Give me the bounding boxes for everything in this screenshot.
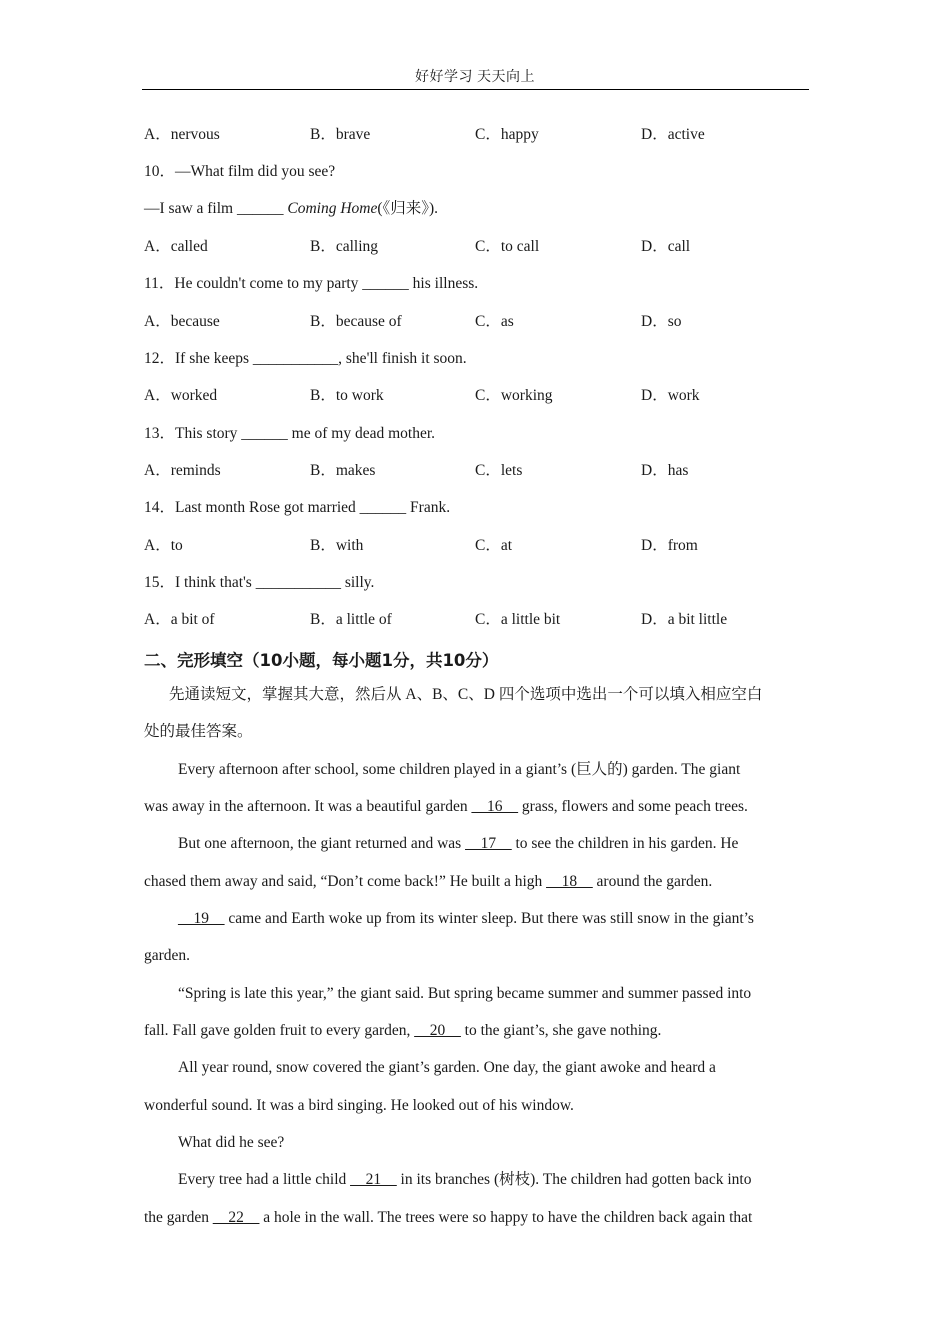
- passage-text: Every tree had a little child: [178, 1171, 351, 1188]
- passage-line-12: [178, 1170, 751, 1190]
- q11-option-b[interactable]: B．because of: [310, 313, 402, 330]
- q14-option-c[interactable]: C．at: [475, 537, 513, 554]
- q9-option-a[interactable]: A．nervous: [144, 126, 220, 143]
- passage-text: came and Earth woke up from its winter sleep. But there was still snow in the giant’s: [224, 910, 754, 927]
- passage-line-5: [178, 909, 754, 929]
- q10-answer-suffix: (《归来》).: [377, 200, 439, 217]
- blank-18[interactable]: __18__: [546, 873, 593, 890]
- q12-option-a[interactable]: A．worked: [144, 387, 218, 404]
- q9-option-d[interactable]: D．active: [641, 126, 705, 143]
- q15-option-c[interactable]: C．a little bit: [475, 611, 561, 628]
- q12-option-b[interactable]: B．to work: [310, 387, 384, 404]
- passage-line-3: [178, 834, 738, 854]
- passage-line-1: Every afternoon after school, some children played in a giant’s (巨人的) garden. The giant: [178, 761, 741, 778]
- q13-option-a[interactable]: A．reminds: [144, 462, 221, 479]
- q10-answer-prefix: —I saw a film ______: [144, 200, 288, 217]
- q10-option-d[interactable]: D．call: [641, 238, 691, 255]
- blank-21[interactable]: __21__: [350, 1171, 397, 1188]
- q12-option-d[interactable]: D．work: [641, 387, 700, 404]
- q11-option-d[interactable]: D．so: [641, 313, 682, 330]
- passage-line-13: [144, 1208, 752, 1228]
- q11-option-c[interactable]: C．as: [475, 313, 514, 330]
- q14-option-d[interactable]: D．from: [641, 537, 698, 554]
- section2-instruction-1: 先通读短文，掌握其大意，然后从 A、B、C、D 四个选项中选出一个可以填入相应空白: [169, 686, 763, 703]
- q13-option-c[interactable]: C．lets: [475, 462, 523, 479]
- q12-stem: 12．If she keeps ___________, she'll finish it soon.: [144, 350, 467, 367]
- blank-22[interactable]: __22__: [212, 1209, 260, 1226]
- passage-text: was away in the afternoon. It was a beautiful garden: [144, 798, 472, 815]
- q13-option-d[interactable]: D．has: [641, 462, 689, 479]
- q15-stem: 15．I think that's ___________ silly.: [144, 574, 375, 591]
- section2-instruction-2: 处的最佳答案。: [144, 723, 253, 740]
- q13-stem: 13．This story ______ me of my dead mother.: [144, 425, 436, 442]
- q15-option-b[interactable]: B．a little of: [310, 611, 392, 628]
- q9-option-b[interactable]: B．brave: [310, 126, 371, 143]
- passage-text: the garden: [144, 1209, 213, 1226]
- q12-option-c[interactable]: C．working: [475, 387, 553, 404]
- passage-line-6: garden.: [144, 947, 191, 964]
- passage-text: a hole in the wall. The trees were so happy to have the children back again that: [259, 1209, 753, 1226]
- q10-stem: 10．—What film did you see?: [144, 163, 336, 180]
- passage-text: grass, flowers and some peach trees.: [518, 798, 748, 815]
- header-divider: [142, 89, 809, 90]
- q10-answer-line: [144, 199, 438, 219]
- q10-option-c[interactable]: C．to call: [475, 238, 540, 255]
- passage-line-11: What did he see?: [178, 1134, 285, 1151]
- blank-20[interactable]: __20__: [414, 1022, 461, 1039]
- page-header: 好好学习 天天向上: [415, 70, 535, 85]
- passage-text: in its branches (树枝). The children had gotten back into: [396, 1171, 752, 1188]
- q15-option-d[interactable]: D．a bit little: [641, 611, 728, 628]
- passage-line-10: wonderful sound. It was a bird singing. He looked out of his window.: [144, 1097, 574, 1114]
- passage-text: chased them away and said, “Don’t come back!” He built a high: [144, 873, 547, 890]
- passage-text: to see the children in his garden. He: [511, 835, 739, 852]
- blank-19[interactable]: __19__: [178, 910, 225, 927]
- q14-option-b[interactable]: B．with: [310, 537, 364, 554]
- passage-line-9: All year round, snow covered the giant’s garden. One day, the giant awoke and heard a: [178, 1059, 716, 1076]
- blank-16[interactable]: __16__: [471, 798, 519, 815]
- passage-text: But one afternoon, the giant returned and was: [178, 835, 466, 852]
- q13-option-b[interactable]: B．makes: [310, 462, 376, 479]
- passage-text: to the giant’s, she gave nothing.: [460, 1022, 662, 1039]
- passage-line-2: [144, 797, 748, 817]
- q9-option-c[interactable]: C．happy: [475, 126, 539, 143]
- q10-film-title: Coming Home: [287, 200, 378, 217]
- q10-option-b[interactable]: B．calling: [310, 238, 379, 255]
- passage-text: fall. Fall gave golden fruit to every garden,: [144, 1022, 415, 1039]
- passage-line-7: “Spring is late this year,” the giant said. But spring became summer and summer passed into: [178, 985, 752, 1002]
- passage-line-4: [144, 872, 712, 892]
- passage-line-8: [144, 1021, 661, 1041]
- q11-stem: 11．He couldn't come to my party ______ his illness.: [144, 275, 479, 292]
- passage-text: around the garden.: [592, 873, 713, 890]
- q11-option-a[interactable]: A．because: [144, 313, 220, 330]
- q14-option-a[interactable]: A．to: [144, 537, 183, 554]
- q15-option-a[interactable]: A．a bit of: [144, 611, 215, 628]
- blank-17[interactable]: __17__: [465, 835, 512, 852]
- section2-title: 二、完形填空（10小题，每小题1分，共10分）: [144, 651, 499, 670]
- q14-stem: 14．Last month Rose got married ______ Frank.: [144, 499, 451, 516]
- q10-option-a[interactable]: A．called: [144, 238, 208, 255]
